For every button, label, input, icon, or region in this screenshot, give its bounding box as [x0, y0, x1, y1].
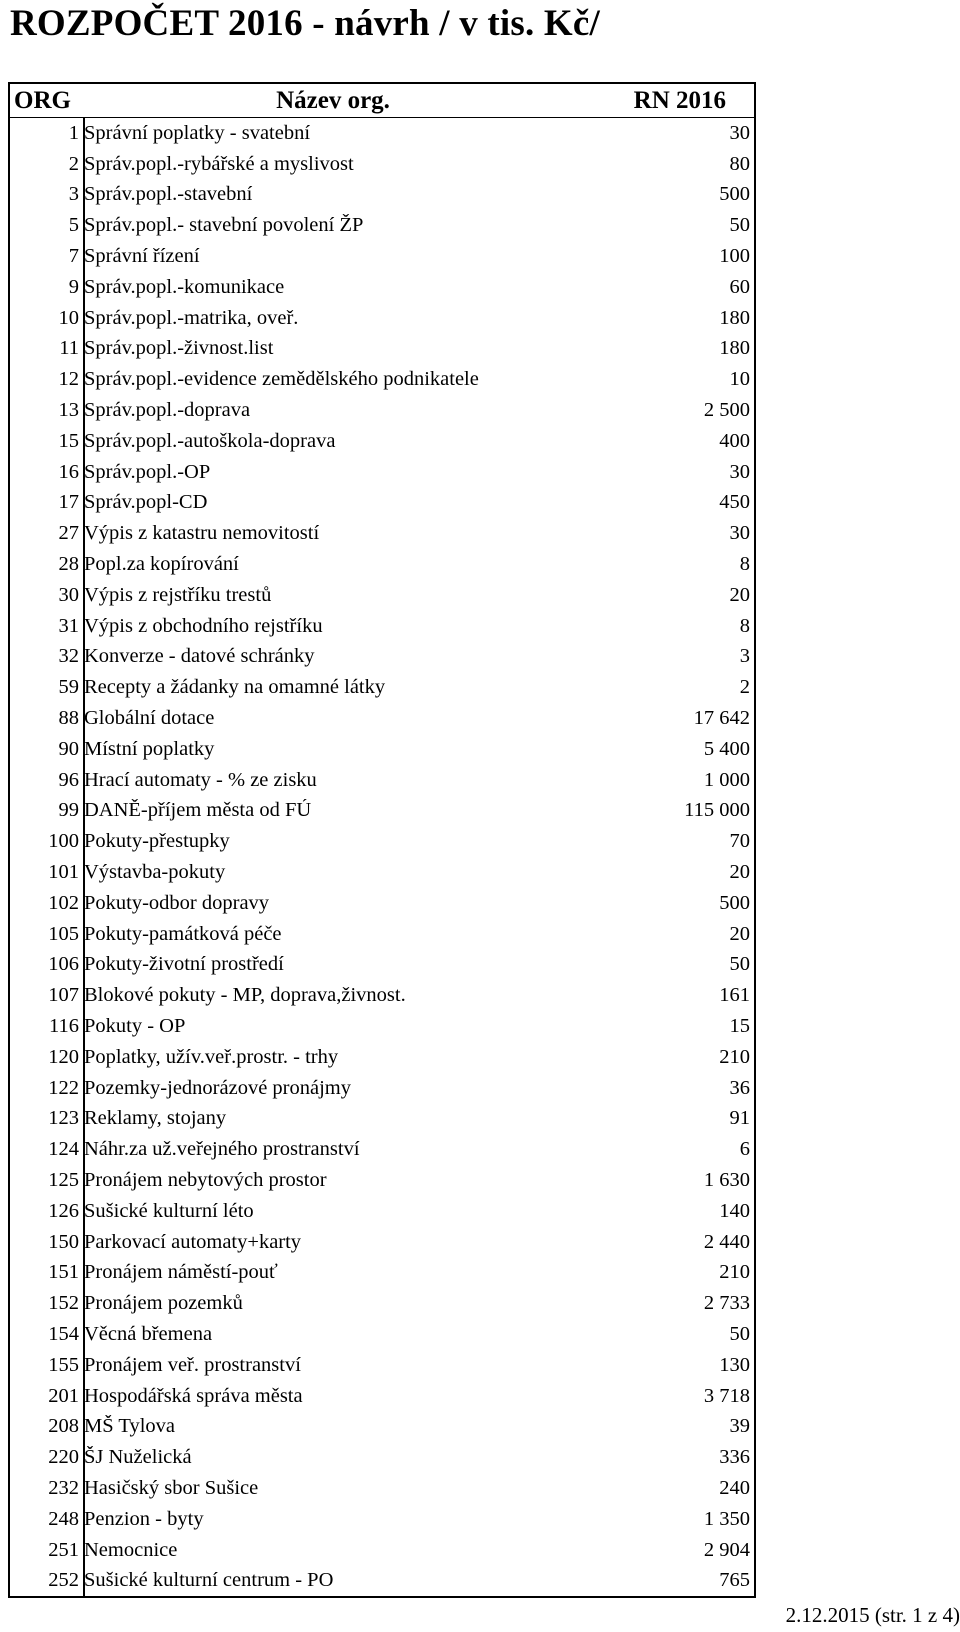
table-row	[10, 303, 754, 334]
cell-name: Poplatky, užív.veř.prostr. - trhy	[84, 1045, 339, 1068]
cell-value: 2 500	[703, 399, 750, 422]
cell-name: Pokuty-památková péče	[84, 922, 282, 945]
cell-org: 96	[58, 768, 79, 791]
cell-name: Správ.popl.-matrika, oveř.	[84, 306, 299, 329]
cell-name: Správ.popl.-OP	[84, 460, 211, 483]
cell-value: 6	[739, 1138, 750, 1161]
cell-org: 13	[58, 399, 79, 422]
cell-org: 3	[68, 183, 79, 206]
page-footer: 2.12.2015 (str. 1 z 4)	[785, 1603, 960, 1627]
cell-org: 32	[58, 645, 79, 668]
column-divider	[83, 118, 85, 1596]
table-row	[10, 1288, 754, 1319]
table-row	[10, 1442, 754, 1473]
cell-name: Věcná břemena	[84, 1322, 213, 1345]
cell-value: 15	[729, 1015, 750, 1037]
table-row	[10, 1565, 754, 1596]
cell-name: Konverze - datové schránky	[84, 645, 315, 668]
cell-value: 100	[719, 245, 750, 268]
cell-value: 60	[729, 275, 750, 298]
cell-name: Správ.popl-CD	[84, 491, 208, 514]
table-row	[10, 334, 754, 365]
table-row	[10, 180, 754, 211]
table-row	[10, 703, 754, 734]
cell-value: 3 718	[703, 1384, 750, 1407]
cell-value: 20	[729, 583, 750, 606]
cell-org: 9	[68, 275, 79, 298]
table-row	[10, 395, 754, 426]
table-row	[10, 826, 754, 857]
cell-value: 36	[729, 1076, 750, 1099]
cell-value: 2	[739, 676, 750, 699]
cell-value: 180	[719, 337, 750, 360]
cell-org: 125	[48, 1168, 79, 1191]
table-header	[10, 84, 754, 118]
cell-org: 151	[48, 1261, 79, 1284]
cell-value: 50	[729, 953, 750, 976]
cell-value: 20	[729, 861, 750, 884]
cell-name: Výpis z rejstříku trestů	[84, 583, 272, 606]
cell-name: Správ.popl.-autoškola-doprava	[84, 429, 336, 452]
cell-org: 10	[58, 306, 79, 329]
cell-org: 17	[58, 491, 79, 514]
cell-name: Parkovací automaty+karty	[84, 1230, 302, 1253]
table-row	[10, 1134, 754, 1165]
cell-org: 99	[58, 799, 79, 822]
table-row	[10, 457, 754, 488]
table-row	[10, 1073, 754, 1104]
table-row	[10, 672, 754, 703]
table-row	[10, 1011, 754, 1042]
cell-org: 27	[58, 522, 79, 545]
cell-value: 1 630	[703, 1168, 750, 1191]
table-row	[10, 1535, 754, 1566]
cell-org: 11	[59, 337, 79, 360]
cell-value: 180	[719, 306, 750, 329]
cell-org: 123	[48, 1107, 79, 1130]
cell-value: 8	[739, 553, 750, 576]
cell-name: Pokuty - OP	[84, 1015, 186, 1037]
table-row	[10, 642, 754, 673]
cell-org: 126	[48, 1199, 79, 1222]
cell-value: 39	[729, 1415, 750, 1438]
table-row	[10, 1411, 754, 1442]
cell-name: Hasičský sbor Sušice	[84, 1476, 259, 1499]
cell-value: 1 000	[703, 768, 750, 791]
cell-value: 500	[719, 891, 750, 914]
cell-org: 101	[48, 861, 79, 884]
header-value: RN 2016	[633, 86, 726, 114]
table-row	[10, 1042, 754, 1073]
table-row	[10, 488, 754, 519]
cell-org: 120	[48, 1045, 79, 1068]
cell-org: 122	[48, 1076, 79, 1099]
cell-value: 30	[729, 121, 750, 144]
cell-name: Správ.popl.-evidence zemědělského podnikatele	[84, 368, 479, 391]
cell-org: 232	[48, 1476, 79, 1499]
page-title: ROZPOČET 2016 - návrh / v tis. Kč/	[10, 3, 600, 44]
cell-name: MŠ Tylova	[84, 1415, 176, 1438]
cell-value: 336	[719, 1446, 750, 1469]
cell-org: 102	[48, 891, 79, 914]
cell-value: 30	[729, 522, 750, 545]
cell-name: Správní poplatky - svatební	[84, 121, 311, 144]
cell-name: Hrací automaty - % ze zisku	[84, 768, 317, 791]
cell-name: Pronájem pozemků	[84, 1292, 243, 1315]
table-row	[10, 611, 754, 642]
cell-name: Sušické kulturní léto	[84, 1199, 254, 1222]
cell-value: 161	[719, 984, 750, 1007]
cell-name: Správ.popl.-komunikace	[84, 275, 285, 298]
cell-value: 210	[719, 1261, 750, 1284]
table-row	[10, 426, 754, 457]
cell-value: 3	[739, 645, 750, 668]
cell-name: ŠJ Nuželická	[84, 1446, 192, 1469]
table-row	[10, 1319, 754, 1350]
cell-org: 116	[49, 1015, 79, 1037]
cell-name: Místní poplatky	[84, 737, 215, 760]
cell-name: Pronájem nebytových prostor	[84, 1168, 327, 1191]
cell-org: 155	[48, 1353, 79, 1376]
cell-value: 450	[719, 491, 750, 514]
cell-name: Pokuty-přestupky	[84, 830, 230, 853]
cell-name: Penzion - byty	[84, 1507, 204, 1530]
cell-name: Nemocnice	[84, 1538, 178, 1561]
cell-org: 152	[48, 1292, 79, 1315]
cell-name: Správ.popl.-stavební	[84, 183, 253, 206]
cell-value: 2 440	[703, 1230, 750, 1253]
table-row	[10, 580, 754, 611]
table-row	[10, 1165, 754, 1196]
table-row	[10, 549, 754, 580]
cell-org: 30	[58, 583, 79, 606]
table-body	[10, 118, 754, 1596]
table-row	[10, 919, 754, 950]
cell-value: 30	[729, 460, 750, 483]
cell-name: Výpis z obchodního rejstříku	[84, 614, 323, 637]
table-row	[10, 149, 754, 180]
cell-name: Správ.popl.-živnost.list	[84, 337, 274, 360]
cell-org: 90	[58, 737, 79, 760]
cell-name: Pozemky-jednorázové pronájmy	[84, 1076, 351, 1099]
cell-name: Pokuty-odbor dopravy	[84, 891, 270, 914]
cell-value: 1 350	[703, 1507, 750, 1530]
table-row	[10, 1350, 754, 1381]
cell-org: 208	[48, 1415, 79, 1438]
cell-value: 765	[719, 1569, 750, 1592]
table-row	[10, 950, 754, 981]
cell-value: 20	[729, 922, 750, 945]
cell-value: 50	[729, 214, 750, 237]
table-row	[10, 857, 754, 888]
table-row	[10, 1504, 754, 1535]
cell-org: 220	[48, 1446, 79, 1469]
table-row	[10, 765, 754, 796]
table-row	[10, 241, 754, 272]
header-name: Název org.	[276, 86, 390, 114]
cell-name: Správ.popl.-rybářské a myslivost	[84, 152, 354, 175]
table-row	[10, 1104, 754, 1135]
cell-name: Reklamy, stojany	[84, 1107, 227, 1130]
cell-name: Pronájem veř. prostranství	[84, 1353, 301, 1376]
budget-table	[8, 82, 756, 1598]
table-row	[10, 888, 754, 919]
table-row	[10, 1473, 754, 1504]
cell-name: Popl.za kopírování	[84, 553, 239, 576]
cell-value: 2 904	[703, 1538, 750, 1561]
cell-name: Pronájem náměstí-pouť	[84, 1261, 278, 1284]
cell-name: Náhr.za už.veřejného prostranství	[84, 1138, 360, 1161]
cell-org: 100	[48, 830, 79, 853]
cell-name: Výstavba-pokuty	[84, 861, 226, 884]
cell-org: 248	[48, 1507, 79, 1530]
cell-name: Správ.popl.- stavební povolení ŽP	[84, 214, 364, 237]
cell-org: 201	[48, 1384, 79, 1407]
cell-org: 105	[48, 922, 79, 945]
cell-value: 500	[719, 183, 750, 206]
cell-name: Globální dotace	[84, 707, 215, 730]
cell-name: Správ.popl.-doprava	[84, 399, 251, 422]
table-row	[10, 734, 754, 765]
cell-value: 17 642	[693, 707, 750, 730]
cell-name: DANĚ-příjem města od FÚ	[84, 799, 312, 822]
cell-value: 8	[739, 614, 750, 637]
table-row	[10, 796, 754, 827]
cell-org: 154	[48, 1322, 79, 1345]
cell-org: 5	[68, 214, 79, 237]
cell-name: Hospodářská správa města	[84, 1384, 303, 1407]
cell-org: 251	[48, 1538, 79, 1561]
table-row	[10, 364, 754, 395]
cell-org: 88	[58, 707, 79, 730]
cell-value: 10	[729, 368, 750, 391]
cell-name: Pokuty-životní prostředí	[84, 953, 284, 976]
table-row	[10, 1227, 754, 1258]
cell-org: 252	[48, 1569, 79, 1592]
table-row	[10, 1381, 754, 1412]
cell-org: 2	[68, 152, 79, 175]
cell-name: Recepty a žádanky na omamné látky	[84, 676, 386, 699]
cell-org: 107	[48, 984, 79, 1007]
cell-org: 12	[58, 368, 79, 391]
table-row	[10, 272, 754, 303]
cell-name: Sušické kulturní centrum - PO	[84, 1569, 334, 1592]
cell-org: 59	[58, 676, 79, 699]
cell-value: 210	[719, 1045, 750, 1068]
cell-value: 70	[729, 830, 750, 853]
cell-org: 7	[68, 245, 79, 268]
table-row	[10, 118, 754, 149]
table-row	[10, 1196, 754, 1227]
cell-org: 150	[48, 1230, 79, 1253]
cell-org: 15	[58, 429, 79, 452]
header-org: ORG	[14, 86, 71, 114]
cell-org: 106	[48, 953, 79, 976]
cell-value: 91	[729, 1107, 750, 1130]
cell-value: 400	[719, 429, 750, 452]
cell-name: Správní řízení	[84, 245, 200, 268]
cell-name: Výpis z katastru nemovitostí	[84, 522, 320, 545]
cell-value: 130	[719, 1353, 750, 1376]
table-row	[10, 1257, 754, 1288]
table-row	[10, 980, 754, 1011]
cell-org: 31	[58, 614, 79, 637]
table-row	[10, 210, 754, 241]
cell-value: 2 733	[703, 1292, 750, 1315]
table-row	[10, 518, 754, 549]
cell-org: 28	[58, 553, 79, 576]
cell-value: 50	[729, 1322, 750, 1345]
cell-org: 16	[58, 460, 79, 483]
cell-org: 1	[68, 121, 79, 144]
cell-value: 240	[719, 1476, 750, 1499]
cell-name: Blokové pokuty - MP, doprava,živnost.	[84, 984, 406, 1007]
cell-org: 124	[48, 1138, 79, 1161]
cell-value: 140	[719, 1199, 750, 1222]
cell-value: 80	[729, 152, 750, 175]
cell-value: 5 400	[703, 737, 750, 760]
cell-value: 115 000	[684, 799, 750, 822]
